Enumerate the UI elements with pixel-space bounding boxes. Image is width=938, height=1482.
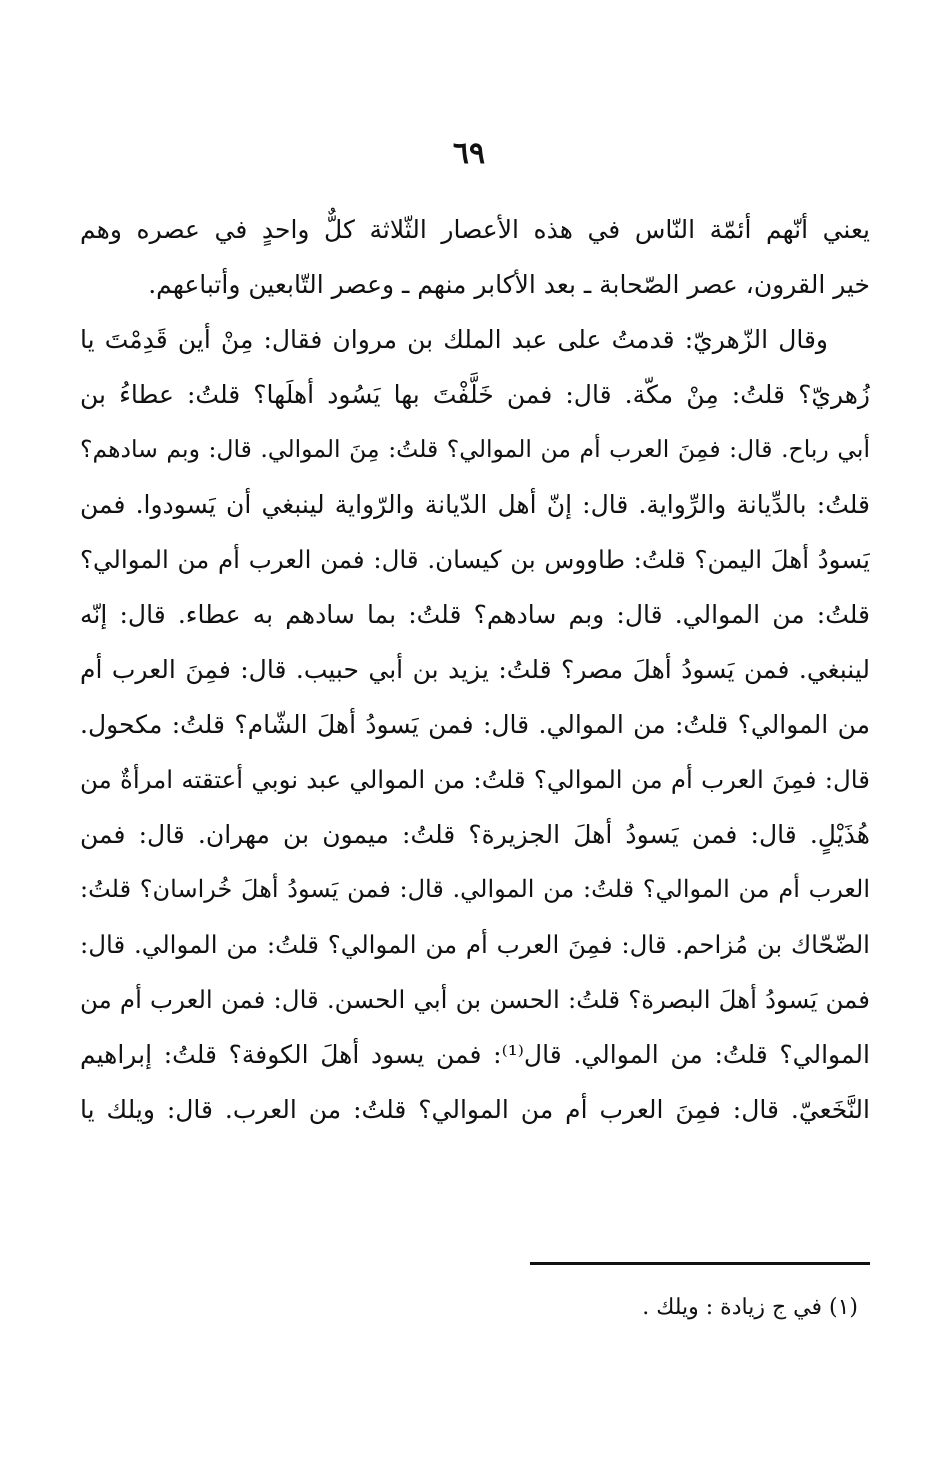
text-line: وقال الزّهريّ: قدمتُ على عبد الملك بن مروان فقال: مِنْ أين قَدِمْتَ يا	[80, 325, 828, 354]
text-line: هُذَيْلٍ. قال: فمن يَسودُ أهلَ الجزيرة؟ قلتُ: ميمون بن مهران. قال: فمن	[80, 820, 870, 849]
text-line: يعني أنّهم أئمّة النّاس في هذه الأعصار الثّلاثة كلٌّ واحدٍ في عصره وهم	[80, 215, 870, 244]
text-line: لينبغي. فمن يَسودُ أهلَ مصر؟ قلتُ: يزيد بن أبي حبيب. قال: فمِنَ العرب أم	[80, 655, 870, 684]
footnote: (١) في ج زيادة : ويلك .	[642, 1295, 858, 1320]
text-line: خير القرون، عصر الصّحابة ـ بعد الأكابر منهم ـ وعصر التّابعين وأتباعهم.	[148, 270, 870, 299]
text-line: الموالي؟ قلتُ: من الموالي. قال⁽¹⁾: فمن يسود أهلَ الكوفة؟ قلتُ: إبراهيم	[80, 1040, 870, 1069]
text-line: زُهريّ؟ قلتُ: مِنْ مكّة. قال: فمن خَلَّفْتَ بها يَسُود أهلَها؟ قلتُ: عطاءُ بن	[80, 380, 870, 409]
text-line: النَّخَعيّ. قال: فمِنَ العرب أم من الموالي؟ قلتُ: من العرب. قال: ويلك يا	[80, 1095, 870, 1124]
text-line: قلتُ: بالدِّيانة والرِّواية. قال: إنّ أهل الدّيانة والرّواية لينبغي أن يَسودوا. فمن	[80, 490, 870, 519]
main-text	[80, 202, 870, 1137]
text-line: يَسودُ أهلَ اليمن؟ قلتُ: طاووس بن كيسان. قال: فمن العرب أم من الموالي؟	[80, 545, 870, 574]
footnote-divider	[530, 1262, 870, 1265]
text-line: فمن يَسودُ أهلَ البصرة؟ قلتُ: الحسن بن أبي الحسن. قال: فمن العرب أم من	[80, 985, 870, 1014]
page-number: ٦٩	[452, 136, 486, 171]
text-line: من الموالي؟ قلتُ: من الموالي. قال: فمن يَسودُ أهلَ الشّام؟ قلتُ: مكحول.	[80, 710, 870, 739]
text-line: العرب أم من الموالي؟ قلتُ: من الموالي. قال: فمن يَسودُ أهلَ خُراسان؟ قلتُ:	[80, 875, 870, 903]
text-line: أبي رباح. قال: فمِنَ العرب أم من الموالي؟ قلتُ: مِنَ الموالي. قال: وبم سادهم؟	[80, 435, 870, 463]
text-line: قال: فمِنَ العرب أم من الموالي؟ قلتُ: من الموالي عبد نوبي أعتقته امرأةٌ من	[80, 765, 870, 794]
text-line: الضّحّاك بن مُزاحم. قال: فمِنَ العرب أم من الموالي؟ قلتُ: من الموالي. قال:	[80, 930, 870, 959]
text-line: قلتُ: من الموالي. قال: وبم سادهم؟ قلتُ: بما سادهم به عطاء. قال: إنّه	[80, 600, 870, 629]
